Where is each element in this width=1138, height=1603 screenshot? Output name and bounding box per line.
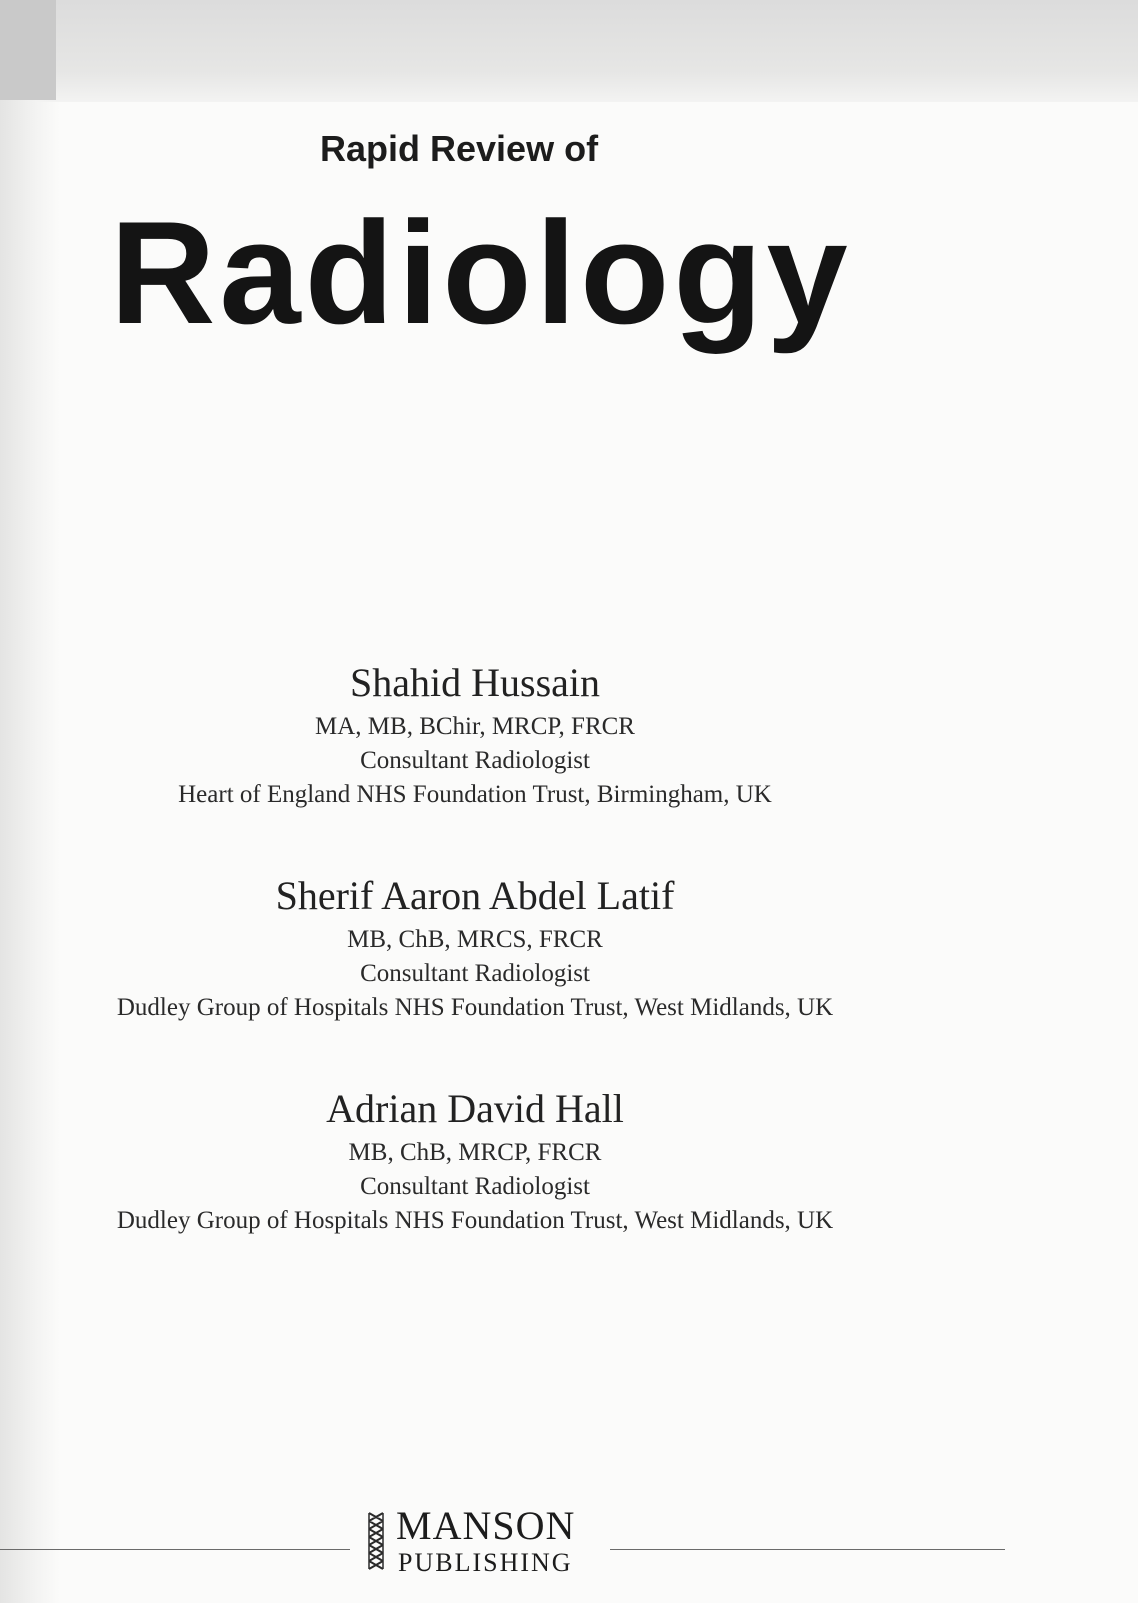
author-role: Consultant Radiologist <box>360 747 590 774</box>
dna-helix-icon <box>367 1511 385 1573</box>
author-role: Consultant Radiologist <box>360 960 590 987</box>
scan-corner-shadow <box>0 0 56 100</box>
publisher-imprint <box>0 1505 1138 1575</box>
author-affiliation: Dudley Group of Hospitals NHS Foundation Trust, West Midlands, UK <box>116 1207 834 1234</box>
author-affiliation: Dudley Group of Hospitals NHS Foundation Trust, West Midlands, UK <box>116 994 834 1021</box>
book-subtitle: Rapid Review of <box>320 128 599 169</box>
author-affiliation: Heart of England NHS Foundation Trust, Birmingham, UK <box>178 781 772 808</box>
publisher-name: MANSON <box>396 1503 576 1548</box>
author-qualifications: MB, ChB, MRCP, FRCR <box>348 1139 602 1166</box>
author-block <box>0 873 950 1025</box>
author-role: Consultant Radiologist <box>360 1173 590 1200</box>
author-name: Adrian David Hall <box>326 1086 624 1131</box>
scan-top-edge <box>0 0 1138 102</box>
author-name: Sherif Aaron Abdel Latif <box>275 873 675 918</box>
author-block <box>0 660 950 812</box>
publisher-rule-left <box>0 1549 350 1550</box>
author-block <box>0 1086 950 1238</box>
scan-left-edge <box>0 100 60 1603</box>
book-title: Radiology <box>110 191 852 354</box>
publisher-division: PUBLISHING <box>398 1548 573 1577</box>
author-name: Shahid Hussain <box>350 660 600 705</box>
publisher-rule-right <box>610 1549 1005 1550</box>
author-qualifications: MB, ChB, MRCS, FRCR <box>347 926 603 953</box>
author-qualifications: MA, MB, BChir, MRCP, FRCR <box>315 713 635 740</box>
